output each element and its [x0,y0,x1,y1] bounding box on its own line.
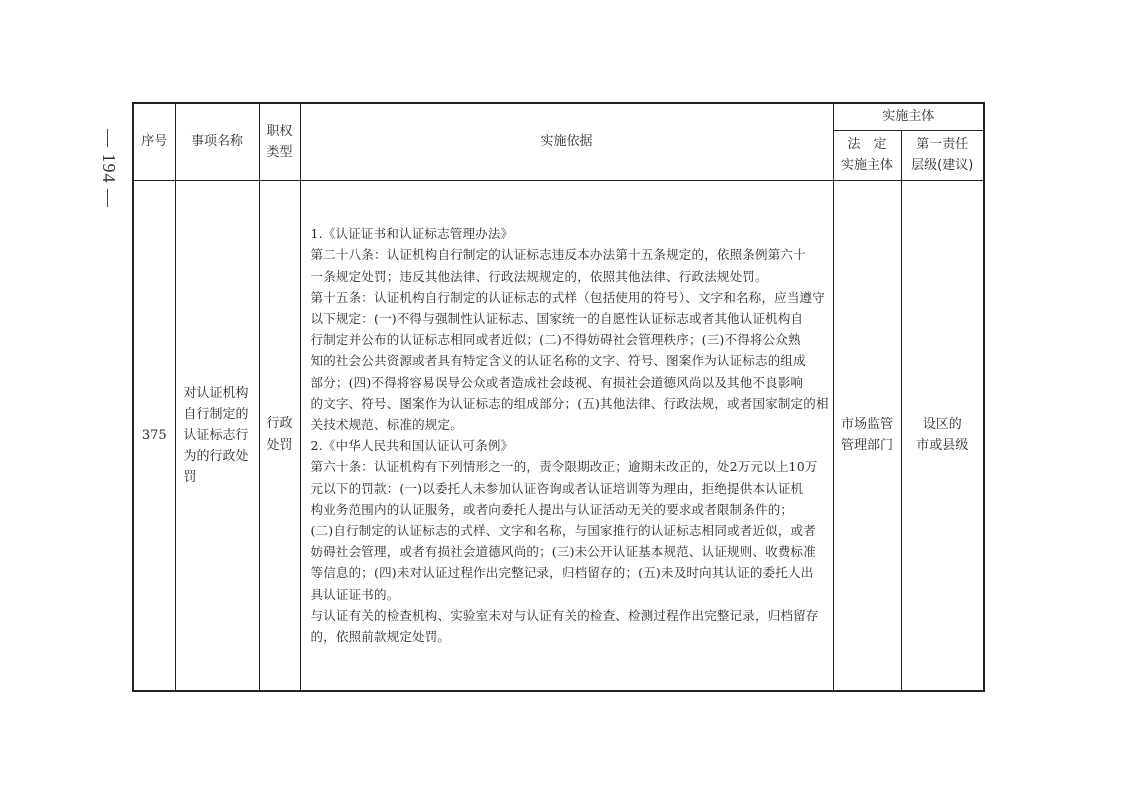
header-legal-subject-line: 实施主体 [840,158,893,173]
row-first-responsibility [901,180,984,691]
row-legal-subject-line: 管理部门 [840,438,893,454]
basis-line: 部分；(四)不得将容易误导公众或者造成社会歧视、有损社会道德风尚以及其他不良影响 [310,374,804,390]
basis-line: 第六十条：认证机构有下列情形之一的，责令限期改正；逾期未改正的，处2万元以上10万 [310,459,818,475]
basis-line: 妨碍社会管理，或者有损社会道德风尚的；(三)未公开认证基本规范、认证规则、收费标准 [310,544,816,560]
row-item-name-line: 认证标志行 [183,427,249,443]
basis-line: (二)自行制定的认证标志的式样、文字和名称，与国家推行的认证标志相同或者近似，或者 [310,523,816,539]
header-authority-type-line: 职权 [266,123,293,139]
basis-line: 以下规定：(一)不得与强制性认证标志、国家统一的自愿性认证标志或者其他认证机构自 [310,311,804,327]
header-first-responsibility-line: 层级(建议) [911,158,974,173]
basis-line: 关技术规范、标准的规定。 [310,417,463,433]
basis-line: 的文字、符号、图案作为认证标志的组成部分；(五)其他法律、行政法规，或者国家制定的相 [310,395,829,411]
row-item-name [175,180,259,691]
row-item-name-line: 自行制定的 [183,406,249,422]
table-row [133,180,984,691]
header-authority-type-line: 类型 [266,144,293,160]
header-authority-type [259,103,300,180]
header-subject-group: 实施主体 [833,103,984,130]
basis-line: 2.《中华人民共和国认证认可条例》 [310,438,514,454]
row-item-name-line: 为的行政处 [183,448,249,464]
authority-table [132,102,985,692]
header-first-responsibility-line: 第一责任 [916,137,969,152]
row-legal-subject [833,180,901,691]
basis-line: 元以下的罚款：(一)以委托人未参加认证咨询或者认证培训等为理由，拒绝提供本认证机 [310,480,804,496]
row-authority-type [259,180,300,691]
basis-line: 的，依照前款规定处罚。 [310,629,451,645]
row-seq: 375 [133,180,175,691]
header-first-responsibility [901,130,984,180]
row-authority-type-line: 行政 [266,416,293,432]
basis-line: 与认证有关的检查机构、实验室未对与认证有关的检查、检测过程作出完整记录，归档留存 [310,607,819,623]
basis-line: 一条规定处罚；违反其他法律、行政法规规定的，依照其他法律、行政法规处罚。 [310,268,768,284]
row-first-responsibility-line: 设区的 [922,417,962,433]
header-legal-subject [833,130,901,180]
page-number [88,118,128,218]
row-legal-subject-line: 市场监管 [840,417,893,433]
header-item-name: 事项名称 [175,103,259,180]
header-basis: 实施依据 [300,103,833,180]
basis-line: 等信息的；(四)未对认证过程作出完整记录，归档留存的；(五)未及时向其认证的委托人出 [310,565,814,581]
basis-line: 知的社会公共资源或者具有特定含义的认证名称的文字、符号、图案作为认证标志的组成 [310,353,806,369]
row-authority-type-line: 处罚 [266,438,293,454]
basis-line: 具认证证书的。 [310,586,400,602]
basis-line: 行制定并公布的认证标志相同或者近似；(二)不得妨碍社会管理秩序；(三)不得将公众熟 [310,332,801,348]
basis-line: 第十五条：认证机构自行制定的认证标志的式样（包括使用的符号）、文字和名称，应当遵守 [310,289,825,305]
header-legal-subject-line: 法 定 [847,137,887,152]
basis-line: 构业务范围内的认证服务，或者向委托人提出与认证活动无关的要求或者限制条件的； [310,501,794,517]
row-first-responsibility-line: 市或县级 [916,438,969,454]
basis-line: 第二十八条：认证机构自行制定的认证标志违反本办法第十五条规定的，依照条例第六十 [310,247,806,263]
row-basis [300,180,833,691]
row-item-name-line: 对认证机构 [183,385,249,401]
page-number-text: — 194 — [98,128,119,208]
basis-line: 1.《认证证书和认证标志管理办法》 [310,226,514,242]
header-seq: 序号 [133,103,175,180]
row-item-name-line: 罚 [183,469,197,485]
